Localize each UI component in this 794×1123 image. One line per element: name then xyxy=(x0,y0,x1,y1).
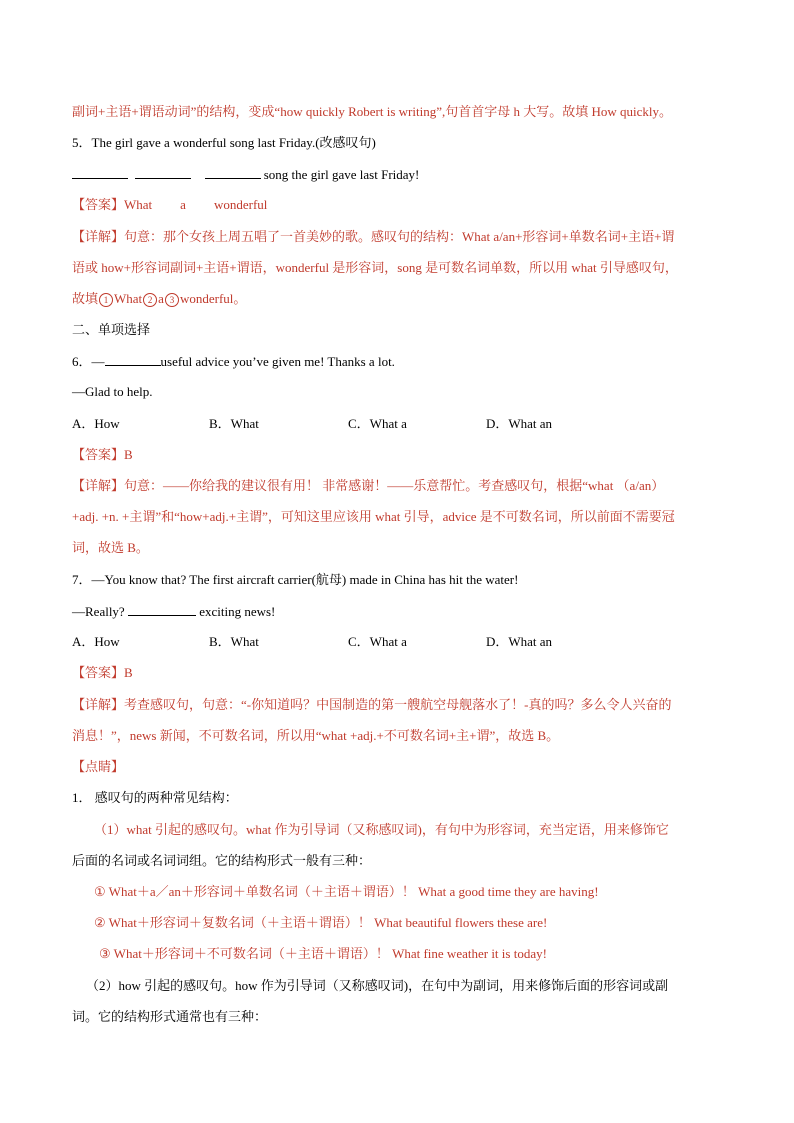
q5-fill-line xyxy=(72,164,419,185)
q6-reply: —Glad to help. xyxy=(72,384,153,399)
section-heading: 二、单项选择 xyxy=(72,322,151,337)
q5-detail-text1: 句意：那个女孩上周五唱了一首美妙的歌。感叹句的结构：What a/an+形容词+单数名词+主语+谓 xyxy=(124,229,675,244)
q7-detail-text1: 考查感叹句，句意：“-你知道吗？中国制造的第一艘航空母舰落水了！-真的吗？多么令人兴奋的 xyxy=(124,697,672,712)
circle-number: 1 xyxy=(99,293,113,307)
tips-structure-3: ③ What＋形容词＋不可数名词（＋主语＋谓语）！ What fine weather it is today! xyxy=(99,946,547,961)
q6-question xyxy=(72,351,395,372)
q6-pre: 6．— xyxy=(72,354,105,369)
tips-p1-line2: 后面的名词或名词词组。它的结构形式一般有三种： xyxy=(72,853,372,868)
q6-detail-tag: 【详解】 xyxy=(72,478,125,493)
q6-detail-text1: 句意：——你给我的建议很有用！ 非常感谢！——乐意帮忙。考查感叹句，根据“what （a/an） xyxy=(124,478,665,493)
q5-detail-word1: What xyxy=(114,291,143,306)
q7-blank xyxy=(128,601,196,616)
q5-answer xyxy=(72,195,267,215)
tips-item1: 1． 感叹句的两种常见结构： xyxy=(72,790,238,805)
circle-number: 3 xyxy=(165,293,179,307)
q6-blank xyxy=(105,351,161,366)
q6-post: useful advice you’ve given me! Thanks a lot. xyxy=(160,354,395,369)
q6-answer-value: B xyxy=(124,447,133,462)
q5-detail-tag: 【详解】 xyxy=(72,229,125,244)
q5-answer-tag: 【答案】 xyxy=(72,197,125,212)
q5-blank-2 xyxy=(135,164,191,179)
q7-option-d[interactable]: D．What an xyxy=(486,634,553,649)
q5-detail-line3 xyxy=(72,289,246,309)
q5-detail-post: 。 xyxy=(233,291,247,306)
q6-detail-line2: +adj. +n. +主谓”和“how+adj.+主谓”，可知这里应该用 what 引导，advice 是不可数名词，所以前面不需要冠 xyxy=(72,509,675,524)
q7-reply-pre: —Really? xyxy=(72,604,125,619)
q7-answer xyxy=(72,663,133,683)
q6-option-b[interactable]: B．What xyxy=(209,416,259,431)
q6-detail-line3: 词，故选 B。 xyxy=(72,540,149,555)
q7-option-b[interactable]: B．What xyxy=(209,634,259,649)
q6-answer xyxy=(72,445,133,465)
q5-blank-1 xyxy=(72,164,128,179)
q5-detail-pre: 故填 xyxy=(72,291,99,306)
q6-detail-line1 xyxy=(72,476,664,496)
q7-option-c[interactable]: C．What a xyxy=(348,634,407,649)
q5-detail-word3: wonderful xyxy=(179,291,234,306)
q6-option-a[interactable]: A．How xyxy=(72,416,120,431)
prev-answer-tail: 副词+主语+谓语动词”的结构，变成“how quickly Robert is writing”,句首首字母 h 大写。故填 How quickly。 xyxy=(72,104,672,119)
q7-option-a[interactable]: A．How xyxy=(72,634,120,649)
q6-answer-tag: 【答案】 xyxy=(72,447,125,462)
q5-question: 5．The girl gave a wonderful song last Friday.(改感叹句) xyxy=(72,135,376,150)
q5-blank-3 xyxy=(205,164,261,179)
circle-number: 2 xyxy=(143,293,157,307)
q6-option-c[interactable]: C．What a xyxy=(348,416,407,431)
q5-detail-word2: a xyxy=(158,291,164,306)
q7-answer-value: B xyxy=(124,665,133,680)
tips-p2-line1: （2）how 引起的感叹句。how 作为引导词（又称感叹词)，在句中为副词，用来修饰后面的形容词或副 xyxy=(86,978,669,993)
q6-option-d[interactable]: D．What an xyxy=(486,416,553,431)
q5-answer-1: What xyxy=(124,197,153,212)
q5-answer-2: a xyxy=(180,197,186,212)
q5-detail-line1 xyxy=(72,227,674,247)
q5-answer-3: wonderful xyxy=(213,197,268,212)
tips-structure-2: ② What＋形容词＋复数名词（＋主语＋谓语）！ What beautiful flowers these are! xyxy=(94,915,548,930)
q7-reply xyxy=(72,601,275,622)
tips-structure-1: ① What＋a／an＋形容词＋单数名词（＋主语＋谓语）！ What a good time they are having! xyxy=(94,884,599,899)
q7-reply-post: exciting news! xyxy=(199,604,276,619)
q7-question: 7．—You know that? The first aircraft carrier(航母) made in China has hit the water! xyxy=(72,572,519,587)
q7-answer-tag: 【答案】 xyxy=(72,665,125,680)
q7-detail-tag: 【详解】 xyxy=(72,697,125,712)
tips-p2-line2: 词。它的结构形式通常也有三种： xyxy=(72,1009,268,1024)
tips-p1-line1: （1）what 引起的感叹句。what 作为引导词（又称感叹词)，有句中为形容词，充当定语，用来修饰它 xyxy=(94,822,669,837)
q7-detail-line2: 消息！”，news 新闻，不可数名词，所以用“what +adj.+不可数名词+主+谓”，故选 B。 xyxy=(72,728,560,743)
tips-tag: 【点睛】 xyxy=(72,759,125,774)
q5-fill-tail: song the girl gave last Friday! xyxy=(263,167,420,182)
q7-detail-line1 xyxy=(72,695,671,715)
q5-detail-line2: 语或 how+形容词副词+主语+谓语，wonderful 是形容词，song 是可数名词单数，所以用 what 引导感叹句， xyxy=(72,260,678,275)
